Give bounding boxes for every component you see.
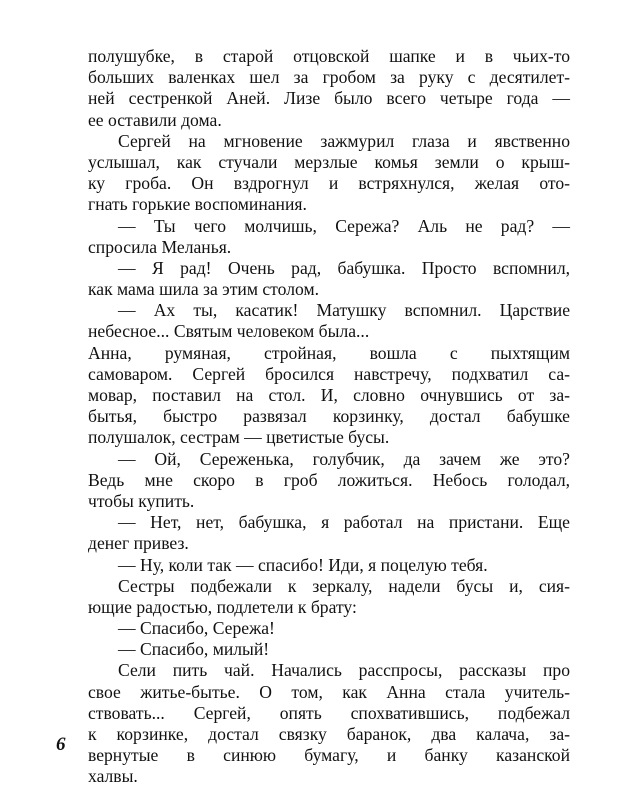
- text-line: чтобы купить.: [88, 490, 195, 511]
- text-line: ней сестренкой Аней. Лизе было всего четыре года —: [88, 88, 570, 109]
- text-line: ку гроба. Он вздрогнул и встряхнулся, желая ото-: [88, 173, 570, 194]
- text-line: гнать горькие воспоминания.: [88, 194, 307, 215]
- text-line: услышал, как стучали мерзлые комья земли о крыш-: [88, 151, 570, 172]
- text-line: Ведь мне скоро в гроб ложиться. Небось голодал,: [88, 469, 570, 490]
- text-line: Сергей на мгновение зажмурил глаза и явственно: [118, 130, 570, 151]
- text-line: спросила Меланья.: [88, 236, 232, 257]
- text-line: — Ой, Сереженька, голубчик, да зачем же это?: [118, 448, 570, 469]
- page-number: 6: [56, 734, 66, 755]
- text-line: к корзинке, достал связку баранок, два калача, за-: [88, 724, 570, 744]
- text-line: — Я рад! Очень рад, бабушка. Просто вспомнил,: [118, 257, 570, 278]
- text-line: денег привез.: [88, 533, 189, 554]
- text-line: вернутые в синюю бумагу, и банку казанской: [88, 745, 570, 766]
- text-line: ее оставили дома.: [88, 109, 222, 130]
- text-line: мовар, поставил на стол. И, словно очнувшись от за-: [88, 385, 570, 405]
- text-line: больших валенках шел за гробом за руку с десятилет-: [88, 67, 570, 88]
- text-line: Анна, румяная, стройная, вошла с пыхтящим: [88, 342, 570, 363]
- text-line: полушубке, в старой отцовской шапке и в чьих-то: [88, 46, 570, 66]
- text-line: самоваром. Сергей бросился навстречу, подхватил са-: [88, 363, 570, 384]
- text-line: — Спасибо, Сережа!: [118, 618, 275, 639]
- text-line: ствовать... Сергей, опять спохватившись, подбежал: [88, 702, 570, 723]
- text-line: небесное... Святым человеком была...: [88, 321, 370, 342]
- text-line: Сестры подбежали к зеркалу, надели бусы и, сия-: [118, 575, 570, 596]
- page-text: [88, 46, 570, 788]
- text-line: как мама шила за этим столом.: [88, 279, 319, 300]
- text-line: ющие радостью, подлетели к брату:: [88, 596, 357, 617]
- text-line: — Спасибо, милый!: [118, 639, 270, 660]
- text-line: — Ах ты, касатик! Матушку вспомнил. Царствие: [118, 300, 570, 321]
- text-line: бытья, быстро развязал корзинку, достал бабушке: [88, 406, 570, 427]
- text-line: — Ну, коли так — спасибо! Иди, я поцелую тебя.: [118, 554, 488, 575]
- text-line: полушалок, сестрам — цветистые бусы.: [88, 427, 390, 448]
- text-line: — Нет, нет, бабушка, я работал на пристани. Еще: [118, 512, 570, 533]
- text-line: халвы.: [88, 766, 138, 787]
- text-line: — Ты чего молчишь, Сережа? Аль не рад? —: [118, 215, 570, 236]
- text-line: Сели пить чай. Начались расспросы, рассказы про: [118, 660, 570, 681]
- text-line: свое житье-бытье. О том, как Анна стала учитель-: [88, 681, 570, 702]
